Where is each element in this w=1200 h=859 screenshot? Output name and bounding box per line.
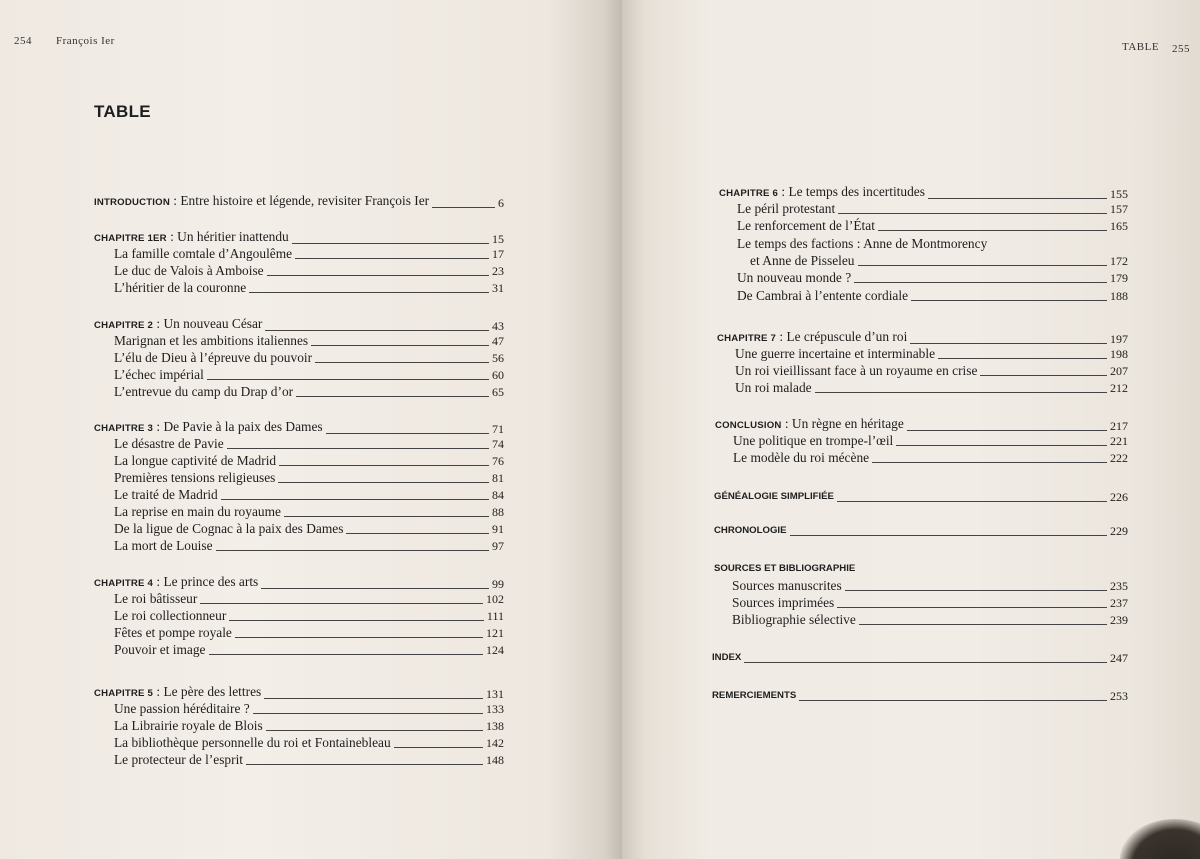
- dot-leader: [264, 698, 483, 699]
- entry-title: La reprise en main du royaume: [114, 504, 281, 519]
- toc-subentry[interactable]: [114, 263, 504, 279]
- dot-leader: [279, 465, 489, 466]
- toc-entry-remerciements[interactable]: [712, 688, 1128, 704]
- entry-title: L’entrevue du camp du Drap d’or: [114, 384, 294, 399]
- toc-entry-chapter-4[interactable]: [94, 574, 504, 592]
- page-number: 17: [492, 247, 504, 261]
- toc-subentry[interactable]: [114, 470, 504, 486]
- entry-title: : De Pavie à la paix des Dames: [153, 419, 323, 434]
- entry-label: CHAPITRE 6: [719, 188, 779, 199]
- toc-subentry[interactable]: [114, 487, 504, 503]
- toc-subentry[interactable]: [733, 433, 1128, 449]
- page-number: 239: [1110, 613, 1128, 627]
- toc-subentry[interactable]: [114, 246, 504, 262]
- page-number: 148: [486, 753, 504, 767]
- entry-title: La bibliothèque personnelle du roi et Fontainebleau: [114, 735, 391, 750]
- entry-title: Le traité de Madrid: [114, 487, 218, 502]
- toc-subentry[interactable]: [733, 450, 1128, 466]
- page-number: 121: [486, 626, 504, 640]
- dot-leader: [790, 535, 1108, 536]
- page-number: 142: [486, 736, 504, 750]
- dot-leader: [229, 620, 484, 621]
- dot-leader: [896, 445, 1107, 446]
- toc-subentry[interactable]: [732, 578, 1128, 594]
- entry-title: : Le prince des arts: [153, 574, 259, 589]
- page-number: 71: [492, 422, 504, 436]
- dot-leader: [799, 700, 1107, 701]
- dot-leader: [394, 747, 483, 748]
- toc-subentry[interactable]: [735, 363, 1128, 379]
- toc-entry-chapter-5[interactable]: [94, 684, 504, 702]
- dot-leader: [209, 654, 484, 655]
- toc-subentry[interactable]: [735, 346, 1128, 362]
- toc-subentry[interactable]: [114, 504, 504, 520]
- dot-leader: [246, 764, 483, 765]
- page-number: 172: [1110, 254, 1128, 268]
- toc-subentry[interactable]: [737, 218, 1128, 234]
- dot-leader: [261, 588, 489, 589]
- page-number: 155: [1110, 187, 1128, 201]
- toc-subentry[interactable]: [114, 718, 504, 734]
- entry-label: CHRONOLOGIE: [714, 525, 787, 536]
- dot-leader: [938, 358, 1107, 359]
- entry-title: Le roi collectionneur: [114, 608, 227, 623]
- page-number: 179: [1110, 271, 1128, 285]
- dot-leader: [227, 448, 489, 449]
- page-number: 217: [1110, 419, 1128, 433]
- entry-label: SOURCES ET BIBLIOGRAPHIE: [714, 563, 856, 574]
- right-page: [622, 0, 1200, 859]
- entry-title: : Le père des lettres: [153, 684, 262, 699]
- entry-title: et Anne de Pisseleu: [750, 253, 855, 268]
- page-number: 212: [1110, 381, 1128, 395]
- toc-entry-chapter-6[interactable]: [719, 184, 1128, 202]
- page-number: 165: [1110, 219, 1128, 233]
- entry-label: CHAPITRE 7: [717, 333, 777, 344]
- entry-title: L’élu de Dieu à l’épreuve du pouvoir: [114, 350, 313, 365]
- entry-label: CHAPITRE 1ER: [94, 233, 167, 244]
- page-number: 60: [492, 368, 504, 382]
- page-number: 133: [486, 702, 504, 716]
- dot-leader: [249, 292, 489, 293]
- entry-label: REMERCIEMENTS: [712, 690, 797, 701]
- page-number: 138: [486, 719, 504, 733]
- toc-subentry[interactable]: [732, 612, 1128, 628]
- page-number: 253: [1110, 689, 1128, 703]
- dot-leader: [432, 207, 495, 208]
- toc-subentry[interactable]: [732, 595, 1128, 611]
- toc-subentry-line1[interactable]: Le temps des factions : Anne de Montmorency: [737, 236, 988, 251]
- entry-title: Fêtes et pompe royale: [114, 625, 232, 640]
- toc-subentry[interactable]: [114, 521, 504, 537]
- toc-subentry[interactable]: [114, 333, 504, 349]
- page-number: 102: [486, 592, 504, 606]
- toc-entry-introduction[interactable]: [94, 193, 504, 211]
- page-number: 23: [492, 264, 504, 278]
- dot-leader: [207, 379, 489, 380]
- entry-title: Bibliographie sélective: [732, 612, 856, 627]
- dot-leader: [872, 462, 1107, 463]
- page-number: 131: [486, 687, 504, 701]
- page-number: 99: [492, 577, 504, 591]
- dot-leader: [295, 258, 489, 259]
- dot-leader: [311, 345, 489, 346]
- entry-label: CHAPITRE 4: [94, 578, 154, 589]
- dot-leader: [235, 637, 483, 638]
- dot-leader: [346, 533, 489, 534]
- page-number: 81: [492, 471, 504, 485]
- dot-leader: [854, 282, 1107, 283]
- toc-entry-chapter-2[interactable]: [94, 316, 504, 334]
- dot-leader: [253, 713, 483, 714]
- toc-subentry[interactable]: [750, 253, 1128, 269]
- entry-title: Une passion héréditaire ?: [114, 701, 250, 716]
- entry-title: Le péril protestant: [737, 201, 836, 216]
- dot-leader: [284, 516, 489, 517]
- dot-leader: [858, 265, 1107, 266]
- dot-leader: [838, 213, 1107, 214]
- dot-leader: [266, 730, 483, 731]
- dot-leader: [911, 300, 1107, 301]
- page-number: 226: [1110, 490, 1128, 504]
- entry-title: L’héritier de la couronne: [114, 280, 247, 295]
- thumb-shadow: [1120, 819, 1200, 859]
- entry-title: : Un nouveau César: [153, 316, 263, 331]
- page-number: 65: [492, 385, 504, 399]
- toc-entry-genealogie[interactable]: [714, 489, 1128, 505]
- page-number: 88: [492, 505, 504, 519]
- dot-leader: [216, 550, 489, 551]
- page-number: 188: [1110, 289, 1128, 303]
- page-number: 235: [1110, 579, 1128, 593]
- page-number: 76: [492, 454, 504, 468]
- entry-title: Une guerre incertaine et interminable: [735, 346, 936, 361]
- entry-title: : Entre histoire et légende, revisiter François Ier: [169, 193, 430, 208]
- entry-label: INTRODUCTION: [94, 197, 170, 208]
- dot-leader: [265, 330, 489, 331]
- toc-subentry[interactable]: [114, 538, 504, 554]
- toc-subentry[interactable]: [114, 453, 504, 469]
- left-folio: 254: [14, 35, 32, 47]
- dot-leader: [326, 433, 489, 434]
- page-number: 221: [1110, 434, 1128, 448]
- entry-title: Un roi vieillissant face à un royaume en crise: [735, 363, 978, 378]
- toc-subentry[interactable]: [114, 642, 504, 658]
- entry-title: : Un règne en héritage: [781, 416, 904, 431]
- dot-leader: [292, 243, 489, 244]
- dot-leader: [907, 430, 1107, 431]
- entry-title: De la ligue de Cognac à la paix des Dames: [114, 521, 344, 536]
- left-running-head: François Ier: [56, 35, 115, 47]
- page-number: 47: [492, 334, 504, 348]
- entry-title: Premières tensions religieuses: [114, 470, 276, 485]
- toc-subentry[interactable]: [114, 752, 504, 768]
- toc-heading-sources[interactable]: [714, 561, 855, 577]
- entry-title: Le renforcement de l’État: [737, 218, 875, 233]
- right-running-head: TABLE: [1122, 41, 1160, 53]
- page-number: 222: [1110, 451, 1128, 465]
- page-number: 97: [492, 539, 504, 553]
- dot-leader: [837, 607, 1107, 608]
- toc-subentry[interactable]: [114, 350, 504, 366]
- toc-subentry[interactable]: [114, 701, 504, 717]
- toc-subentry[interactable]: [114, 608, 504, 624]
- dot-leader: [859, 624, 1107, 625]
- toc-subentry[interactable]: [737, 270, 1128, 286]
- toc-subentry[interactable]: [114, 591, 504, 607]
- entry-title: La Librairie royale de Blois: [114, 718, 263, 733]
- dot-leader: [878, 230, 1107, 231]
- entry-title: Le désastre de Pavie: [114, 436, 224, 451]
- dot-leader: [928, 198, 1107, 199]
- page-number: 198: [1110, 347, 1128, 361]
- entry-title: Un roi malade: [735, 380, 812, 395]
- entry-title: Marignan et les ambitions italiennes: [114, 333, 309, 348]
- toc-subentry[interactable]: [114, 280, 504, 296]
- dot-leader: [267, 275, 489, 276]
- page-number: 197: [1110, 332, 1128, 346]
- entry-title: Le duc de Valois à Amboise: [114, 263, 264, 278]
- toc-subentry[interactable]: [114, 735, 504, 751]
- toc-entry-chronologie[interactable]: [714, 523, 1128, 539]
- dot-leader: [278, 482, 489, 483]
- entry-title: La famille comtale d’Angoulême: [114, 246, 293, 261]
- entry-label: CHAPITRE 5: [94, 688, 154, 699]
- page-number: 6: [498, 196, 504, 210]
- toc-subentry[interactable]: [114, 367, 504, 383]
- page-number: 157: [1110, 202, 1128, 216]
- page-number: 56: [492, 351, 504, 365]
- entry-title: Pouvoir et image: [114, 642, 206, 657]
- page-title: TABLE: [94, 102, 151, 121]
- page-number: 43: [492, 319, 504, 333]
- toc-subentry[interactable]: [737, 201, 1128, 217]
- dot-leader: [910, 343, 1107, 344]
- entry-title: Une politique en trompe-l’œil: [733, 433, 894, 448]
- dot-leader: [837, 501, 1107, 502]
- right-folio: 255: [1172, 43, 1190, 55]
- dot-leader: [980, 375, 1107, 376]
- toc-entry-index[interactable]: [712, 650, 1128, 666]
- entry-title: La longue captivité de Madrid: [114, 453, 277, 468]
- entry-title: Sources manuscrites: [732, 578, 842, 593]
- dot-leader: [200, 603, 483, 604]
- toc-subentry[interactable]: [114, 625, 504, 641]
- entry-title: Le protecteur de l’esprit: [114, 752, 244, 767]
- entry-label: CHAPITRE 3: [94, 423, 154, 434]
- page-number: 207: [1110, 364, 1128, 378]
- entry-title: De Cambrai à l’entente cordiale: [737, 288, 909, 303]
- entry-title: Le roi bâtisseur: [114, 591, 198, 606]
- dot-leader: [815, 392, 1107, 393]
- dot-leader: [221, 499, 489, 500]
- toc-entry-chapter-1[interactable]: [94, 229, 504, 247]
- page-number: 31: [492, 281, 504, 295]
- page-number: 247: [1110, 651, 1128, 665]
- entry-label: CHAPITRE 2: [94, 320, 154, 331]
- entry-title: Le modèle du roi mécène: [733, 450, 870, 465]
- entry-title: La mort de Louise: [114, 538, 213, 553]
- entry-title: L’échec impérial: [114, 367, 204, 382]
- entry-label: GÉNÉALOGIE SIMPLIFIÉE: [714, 491, 834, 502]
- entry-title: Un nouveau monde ?: [737, 270, 852, 285]
- page-number: 84: [492, 488, 504, 502]
- toc-entry-conclusion[interactable]: [715, 416, 1128, 434]
- toc-entry-chapter-7[interactable]: [717, 329, 1128, 347]
- dot-leader: [845, 590, 1107, 591]
- dot-leader: [744, 662, 1107, 663]
- entry-title: : Le crépuscule d’un roi: [776, 329, 908, 344]
- page-number: 111: [486, 609, 504, 623]
- entry-title: : Un héritier inattendu: [166, 229, 289, 244]
- page-number: 15: [492, 232, 504, 246]
- toc-subentry[interactable]: [114, 436, 504, 452]
- dot-leader: [296, 396, 489, 397]
- toc-subentry[interactable]: [737, 288, 1128, 304]
- page-number: 91: [492, 522, 504, 536]
- entry-title: : Le temps des incertitudes: [778, 184, 925, 199]
- dot-leader: [315, 362, 489, 363]
- page-number: 229: [1110, 524, 1128, 538]
- page-number: 237: [1110, 596, 1128, 610]
- entry-title: Sources imprimées: [732, 595, 835, 610]
- toc-subentry[interactable]: [114, 384, 504, 400]
- page-number: 74: [492, 437, 504, 451]
- page-number: 124: [486, 643, 504, 657]
- toc-entry-chapter-3[interactable]: [94, 419, 504, 437]
- entry-label: CONCLUSION: [715, 420, 782, 431]
- toc-subentry[interactable]: [735, 380, 1128, 396]
- entry-label: INDEX: [712, 652, 742, 663]
